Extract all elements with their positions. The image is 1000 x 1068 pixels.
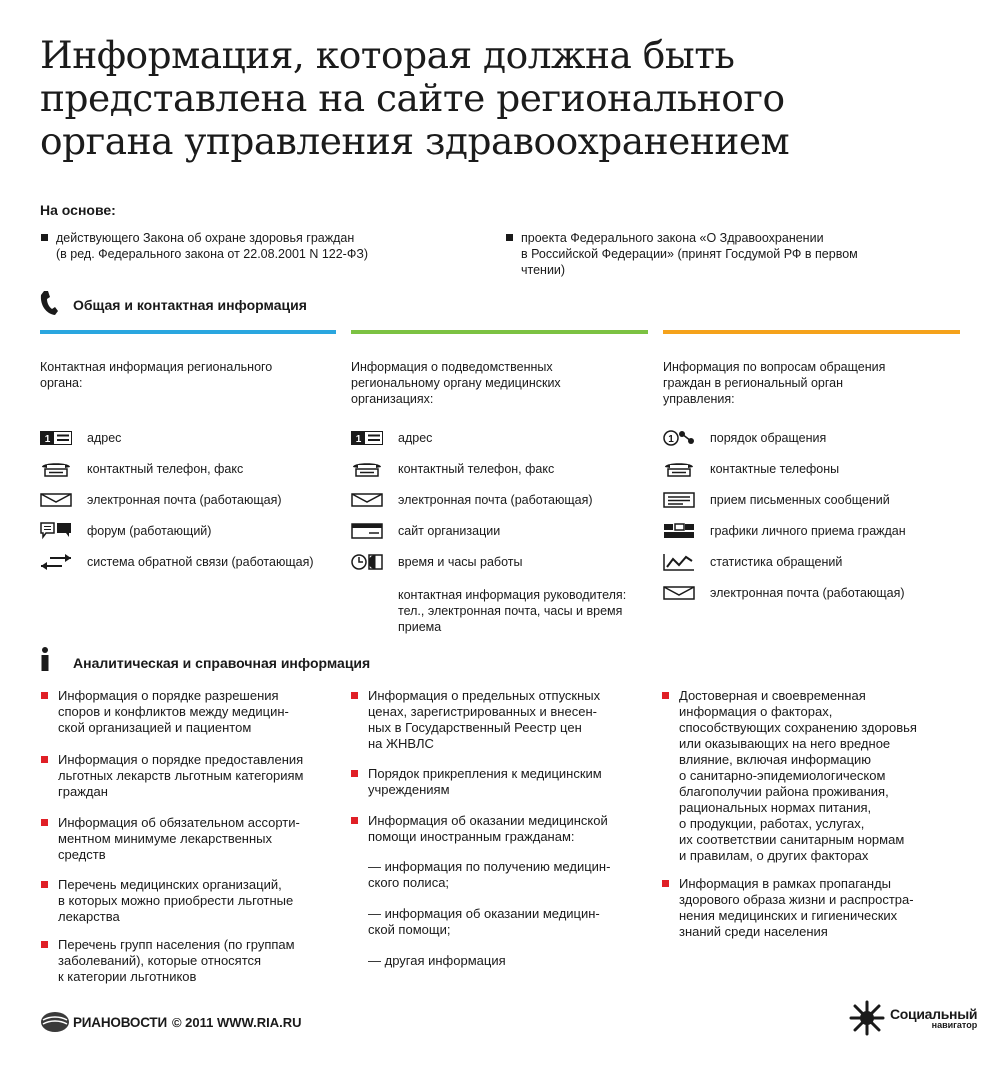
basis-item-law [41,230,461,262]
item-label: контактный телефон, факс [398,462,555,476]
item-label: электронная почта (работающая) [398,493,593,507]
analytic-item [41,937,348,985]
column-divider-orange [663,330,960,334]
list-item [351,552,593,572]
red-bullet-icon [662,880,669,887]
list-item [40,459,314,479]
svg-text:1: 1 [44,434,51,445]
item-text: Информация об обязательном ассорти- ментном минимуме лекарственных средств [58,815,300,862]
section-title-analytic: Аналитическая и справочная информация [73,655,371,671]
clock-icon [351,552,387,572]
social-navigator-name: Социальный [890,1006,978,1022]
item-label: время и часы работы [398,555,523,569]
section-title-contact: Общая и контактная информация [73,297,307,313]
analytic-item [351,766,663,798]
address-card-icon [40,428,76,448]
phone-icon [40,290,58,321]
item-text: Порядок прикрепления к медицинским учреждениям [368,766,602,797]
heading-line: Информация о подведомственных [351,360,553,374]
analytic-item [351,813,663,845]
column-heading [663,359,953,407]
basis-line: (в ред. Федерального закона от 22.08.2001 N 122-ФЗ) [56,247,369,261]
column-divider-green [351,330,648,334]
ria-logo-text: РИАНОВОСТИ [73,1014,167,1030]
contact-list [351,428,593,572]
list-item [663,521,906,541]
item-label: сайт организации [398,524,501,538]
heading-line: Информация по вопросам обращения [663,360,886,374]
analytic-item [41,815,348,863]
column-divider-blue [40,330,336,334]
list-item [40,428,314,448]
heading-line: органа: [40,376,83,390]
basis-label: На основе: [40,202,116,218]
item-label: порядок обращения [710,431,827,445]
basis-item-draft [506,230,966,278]
item-text: Перечень групп населения (по группам заболеваний), которые относятся к категории льготников [58,937,295,984]
title-line: представлена на сайте регионального [40,76,785,120]
item-label: статистика обращений [710,555,843,569]
item-label: электронная почта (работающая) [87,493,282,507]
red-bullet-icon [41,756,48,763]
analytic-subitem: — информация по получению медицин- ского полиса; [368,859,611,890]
text-line: тел., электронная почта, часы и время [398,604,623,618]
item-label: система обратной связи (работающая) [87,555,314,569]
red-bullet-icon [662,692,669,699]
text-line: контактная информация руководителя: [398,588,627,602]
analytic-item [662,876,979,940]
list-item [351,521,593,541]
list-item [351,428,593,448]
basis-line: действующего Закона об охране здоровья граждан [56,231,355,245]
analytic-item [41,877,348,925]
analytic-item [662,688,979,864]
address-card-icon [351,428,387,448]
column-heading [40,359,330,391]
telephone-fax-icon [40,459,76,479]
item-text: Информация об оказании медицинской помощи иностранным гражданам: [368,813,608,844]
red-bullet-icon [41,941,48,948]
item-text: Перечень медицинских организаций, в которых можно приобрести льготные лекарства [58,877,294,924]
heading-line: управления: [663,392,735,406]
text-line: приема [398,620,442,634]
red-bullet-icon [41,819,48,826]
svg-text:1: 1 [355,434,362,445]
title-line: Информация, которая должна быть [40,33,735,77]
item-label: графики личного приема граждан [710,524,906,538]
red-bullet-icon [351,692,358,699]
item-label: прием письменных сообщений [710,493,890,507]
list-item [40,552,314,572]
item-text: Информация о порядке разрешения споров и конфликтов между медицин- ской организацией и пациентом [58,688,289,735]
list-item [40,490,314,510]
analytic-item [41,752,348,800]
item-label: контактные телефоны [710,462,840,476]
basis-line: в Российской Федерации» (принят Госдумой РФ в первом [521,247,858,261]
bullet-icon [506,234,513,241]
basis-line: проекта Федерального закона «О Здравоохранении [521,231,824,245]
item-label: форум (работающий) [87,524,212,538]
feedback-arrows-icon [40,552,76,572]
contact-list [40,428,314,572]
forum-icon [40,521,76,541]
copyright: © 2011 WWW.RIA.RU [171,1014,302,1030]
info-icon [40,647,50,676]
list-item [40,521,314,541]
schedule-icon [663,521,699,541]
heading-line: Контактная информация регионального [40,360,273,374]
red-bullet-icon [41,881,48,888]
red-bullet-icon [351,817,358,824]
document-icon [663,490,699,510]
item-label: адрес [398,431,433,445]
bullet-icon [41,234,48,241]
item-label: контактный телефон, факс [87,462,244,476]
page-title [40,34,970,163]
svg-text:1: 1 [668,434,674,445]
website-icon [351,521,387,541]
analytic-item [41,688,348,736]
ria-globe-icon [40,1011,70,1033]
social-navigator-logo [848,1000,977,1036]
analytic-subitem: — другая информация [368,953,506,968]
list-item [663,490,906,510]
item-label: электронная почта (работающая) [710,586,905,600]
list-item [351,490,593,510]
envelope-icon [663,583,699,603]
ria-logo [40,1011,301,1033]
item-text: Информация о порядке предоставления льготных лекарств льготным категориям граждан [58,752,304,799]
title-line: органа управления здравоохранением [40,119,790,163]
list-item [663,583,906,603]
column-heading [351,359,641,407]
item-text: Информация о предельных отпускных ценах, зарегистрированных и внесен- ных в Государственный Реестр цен на ЖНВЛС [368,688,601,751]
envelope-icon [351,490,387,510]
list-item [351,459,593,479]
telephone-fax-icon [351,459,387,479]
item-text: Достоверная и своевременная информация о факторах, способствующих сохранению здоровья или оказывающих на него вредное влияние, включая информацию о санитарно-эпидемиологическом благополучии района проживания, рациональных нормах питания, о продукции, работах, услугах, их соответствии санитарным нормам и правилам, о других факторах [679,688,917,863]
statistics-icon [663,552,699,572]
social-navigator-sub: навигатор [931,1020,978,1030]
analytic-subitem: — информация об оказании медицин- ской помощи; [368,906,600,937]
contact-list [663,428,906,603]
list-item [663,459,906,479]
item-label: адрес [87,431,122,445]
red-bullet-icon [41,692,48,699]
director-contact-info [398,587,653,635]
analytic-item [351,688,663,752]
social-navigator-emblem-icon [848,1000,886,1036]
red-bullet-icon [351,770,358,777]
list-item [663,552,906,572]
basis-line: чтении) [521,263,566,277]
procedure-icon [663,428,699,448]
heading-line: организациях: [351,392,434,406]
list-item [663,428,906,448]
envelope-icon [40,490,76,510]
heading-line: региональному органу медицинских [351,376,561,390]
item-text: Информация в рамках пропаганды здорового образа жизни и распростра- нения медицинских и гигиенических знаний среди населения [679,876,914,939]
telephone-icon [663,459,699,479]
heading-line: граждан в региональный орган [663,376,844,390]
